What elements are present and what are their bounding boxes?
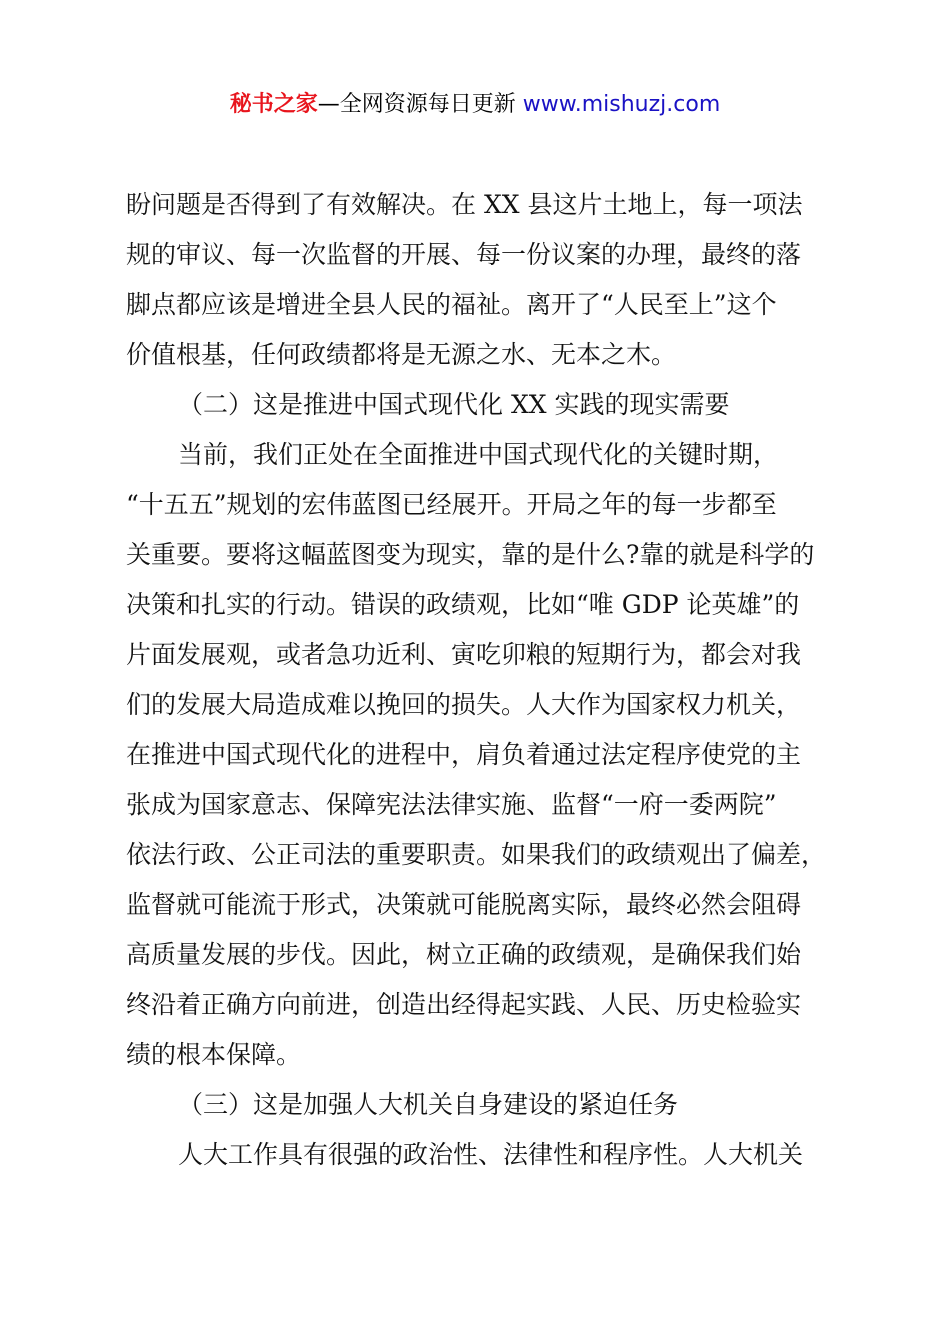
text-line: 高质量发展的步伐。因此，树立正确的政绩观，是确保我们始 [126, 940, 802, 969]
text-line: 们的发展大局造成难以挽回的损失。人大作为国家权力机关， [126, 690, 802, 719]
text-line: 规的审议、每一次监督的开展、每一份议案的办理，最终的落 [126, 240, 802, 269]
text-line: 终沿着正确方向前进，创造出经得起实践、人民、历史检验实 [126, 990, 802, 1019]
section-heading-2: （二）这是推进中国式现代化 XX 实践的现实需要 [178, 390, 730, 419]
text-line: 决策和扎实的行动。错误的政绩观，比如“唯 GDP 论英雄”的 [126, 590, 800, 619]
text-line: 人大工作具有很强的政治性、法律性和程序性。人大机关 [178, 1140, 804, 1169]
text-line: 监督就可能流于形式，决策就可能脱离实际，最终必然会阻碍 [126, 890, 802, 919]
text-line: “十五五”规划的宏伟蓝图已经展开。开局之年的每一步都至 [126, 490, 777, 519]
section-heading-3: （三）这是加强人大机关自身建设的紧迫任务 [178, 1090, 679, 1119]
text-line: 在推进中国式现代化的进程中，肩负着通过法定程序使党的主 [126, 740, 802, 769]
text-line: 脚点都应该是增进全县人民的福祉。离开了“人民至上”这个 [126, 290, 777, 319]
text-line: 关重要。要将这幅蓝图变为现实，靠的是什么?靠的就是科学的 [126, 540, 815, 569]
text-line: 片面发展观，或者急功近利、寅吃卯粮的短期行为，都会对我 [126, 640, 802, 669]
text-line: 绩的根本保障。 [126, 1040, 302, 1069]
text-line: 当前，我们正处在全面推进中国式现代化的关键时期， [178, 440, 779, 469]
text-line: 张成为国家意志、保障宪法法律实施、监督“一府一委两院” [126, 790, 777, 819]
site-url-link[interactable]: www.mishuzj.com [522, 92, 721, 117]
text-line: 价值根基，任何政绩都将是无源之水、无本之木。 [126, 340, 677, 369]
text-line: 依法行政、公正司法的重要职责。如果我们的政绩观出了偏差， [126, 840, 827, 869]
text-line: 盼问题是否得到了有效解决。在 XX 县这片土地上，每一项法 [126, 190, 803, 219]
brand-name: 秘书之家 [229, 92, 318, 117]
page-header [0, 88, 950, 122]
document-body [126, 180, 838, 1180]
header-tagline: —全网资源每日更新 [317, 92, 523, 117]
